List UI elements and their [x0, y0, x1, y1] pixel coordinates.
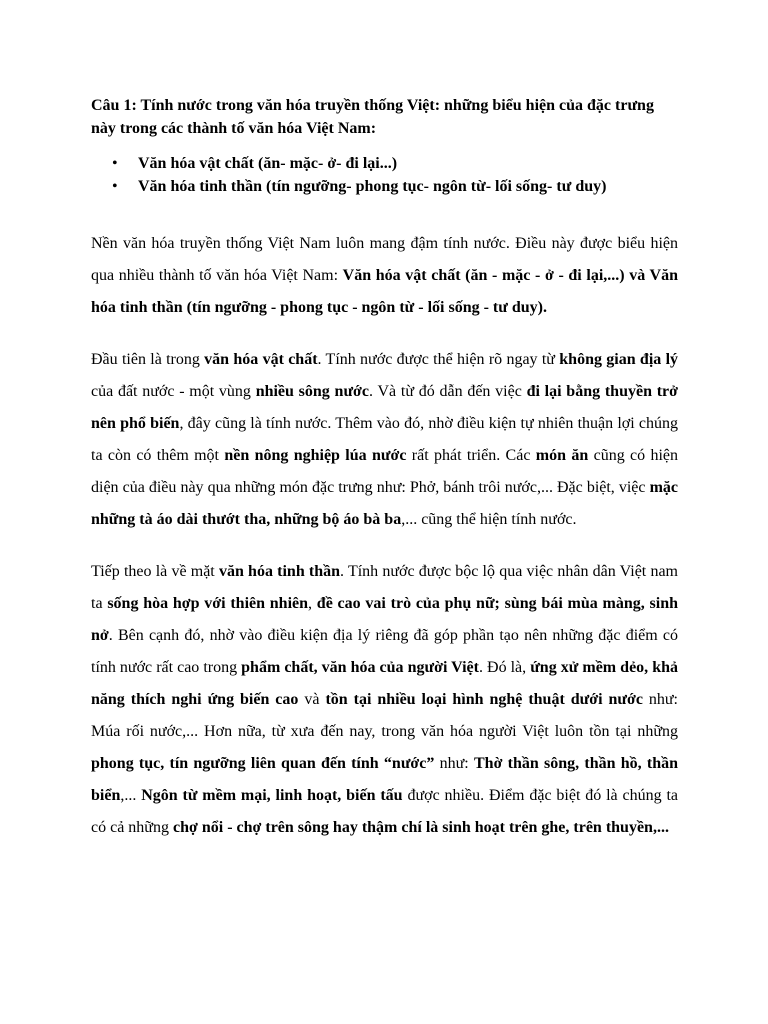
emphasis-text: Thờ thần sông, thần hồ, thần biển [91, 755, 679, 804]
body-text: cũng có hiện diện của điều này qua những món đặc trưng như: Phở, bánh trôi nước,... Đặc biệt, việc [91, 447, 679, 496]
body-text: được nhiều. Điểm đặc biệt đó là chúng ta có cả những [91, 787, 679, 836]
emphasis-text: nền nông nghiệp lúa nước [224, 447, 407, 464]
emphasis-text: món ăn [535, 447, 589, 464]
emphasis-text: Ngôn từ mềm mại, linh hoạt, biến tấu [141, 787, 403, 804]
emphasis-text: mặc những tà áo dài thướt tha, những bộ áo bà ba [91, 479, 678, 528]
emphasis-text: tồn tại nhiều loại hình nghệ thuật dưới nước [325, 691, 643, 708]
bullet-item-material-culture [110, 152, 678, 175]
body-text: như: Múa rối nước,... Hơn nữa, từ xưa đến nay, trong văn hóa người Việt luôn tồn tại những [91, 691, 679, 740]
emphasis-text: sống hòa hợp với thiên nhiên [107, 595, 309, 612]
emphasis-text: phẩm chất, văn hóa của người Việt [241, 659, 479, 676]
paragraph-spiritual-culture [91, 556, 678, 844]
body-text: . Tính nước được thể hiện rõ ngay từ [317, 351, 560, 368]
body-text: Tiếp theo là về mặt [91, 563, 219, 580]
emphasis-text: phong tục, tín ngưỡng liên quan đến tính “nước” [91, 755, 435, 772]
paragraph-material-culture [91, 344, 678, 536]
bullet-text: Văn hóa tinh thần (tín ngưỡng- phong tục- ngôn từ- lối sống- tư duy) [138, 178, 607, 195]
body-text: , đây cũng là tính nước. Thêm vào đó, nhờ điều kiện tự nhiên thuận lợi chúng ta còn có thêm một [91, 415, 678, 464]
emphasis-text: văn hóa vật chất [204, 351, 318, 368]
body-text: . Đó là, [478, 659, 531, 676]
emphasis-text: chợ nổi - chợ trên sông hay thậm chí là sinh hoạt trên ghe, trên thuyền,... [172, 819, 669, 836]
paragraph-intro [91, 228, 678, 324]
body-text: như: [434, 755, 474, 772]
body-text: ,... [120, 787, 142, 804]
question-heading: Câu 1: Tính nước trong văn hóa truyền thống Việt: những biểu hiện của đặc trưng này trong các thành tố văn hóa Việt Nam: [91, 97, 654, 137]
bullet-text: Văn hóa vật chất (ăn- mặc- ở- đi lại...) [138, 155, 398, 172]
body-text: . Và từ đó dẫn đến việc [369, 383, 527, 400]
body-text: Đầu tiên là trong [91, 351, 205, 368]
emphasis-text: đi lại bằng thuyền trở nên phổ biến [91, 383, 679, 432]
body-text: . Tính nước được bộc lộ qua việc nhân dân Việt nam ta [91, 563, 678, 612]
body-text: , [308, 595, 317, 612]
body-text: ,... cũng thể hiện tính nước. [401, 511, 577, 528]
body-text: . Bên cạnh đó, nhờ vào điều kiện địa lý riêng đã góp phần tạo nên những đặc điểm có tính nước rất cao trong [91, 627, 678, 676]
emphasis-text: nhiều sông nước [255, 383, 370, 400]
body-text: Nền văn hóa truyền thống Việt Nam luôn mang đậm tính nước. Điều này được biểu hiện qua nhiều thành tố văn hóa Việt Nam: [91, 235, 678, 284]
emphasis-text: Văn hóa vật chất (ăn - mặc - ở - đi lại,...) và Văn hóa tinh thần (tín ngưỡng - phong tục - ngôn từ - lối sống - tư duy). [91, 267, 679, 316]
body-text: và [298, 691, 326, 708]
bullet-icon: • [112, 178, 118, 195]
emphasis-text: văn hóa tinh thần [218, 563, 341, 580]
bullet-list [91, 152, 678, 198]
body-text: rất phát triển. Các [406, 447, 536, 464]
emphasis-text: đề cao vai trò của phụ nữ; sùng bái mùa màng, sinh nở [91, 595, 678, 644]
emphasis-text: ứng xử mềm dẻo, khả năng thích nghi ứng biến cao [91, 659, 679, 708]
bullet-icon: • [112, 155, 118, 172]
body-text: của đất nước - một vùng [91, 383, 256, 400]
bullet-item-spiritual-culture [110, 175, 678, 198]
emphasis-text: không gian địa lý [559, 351, 679, 368]
